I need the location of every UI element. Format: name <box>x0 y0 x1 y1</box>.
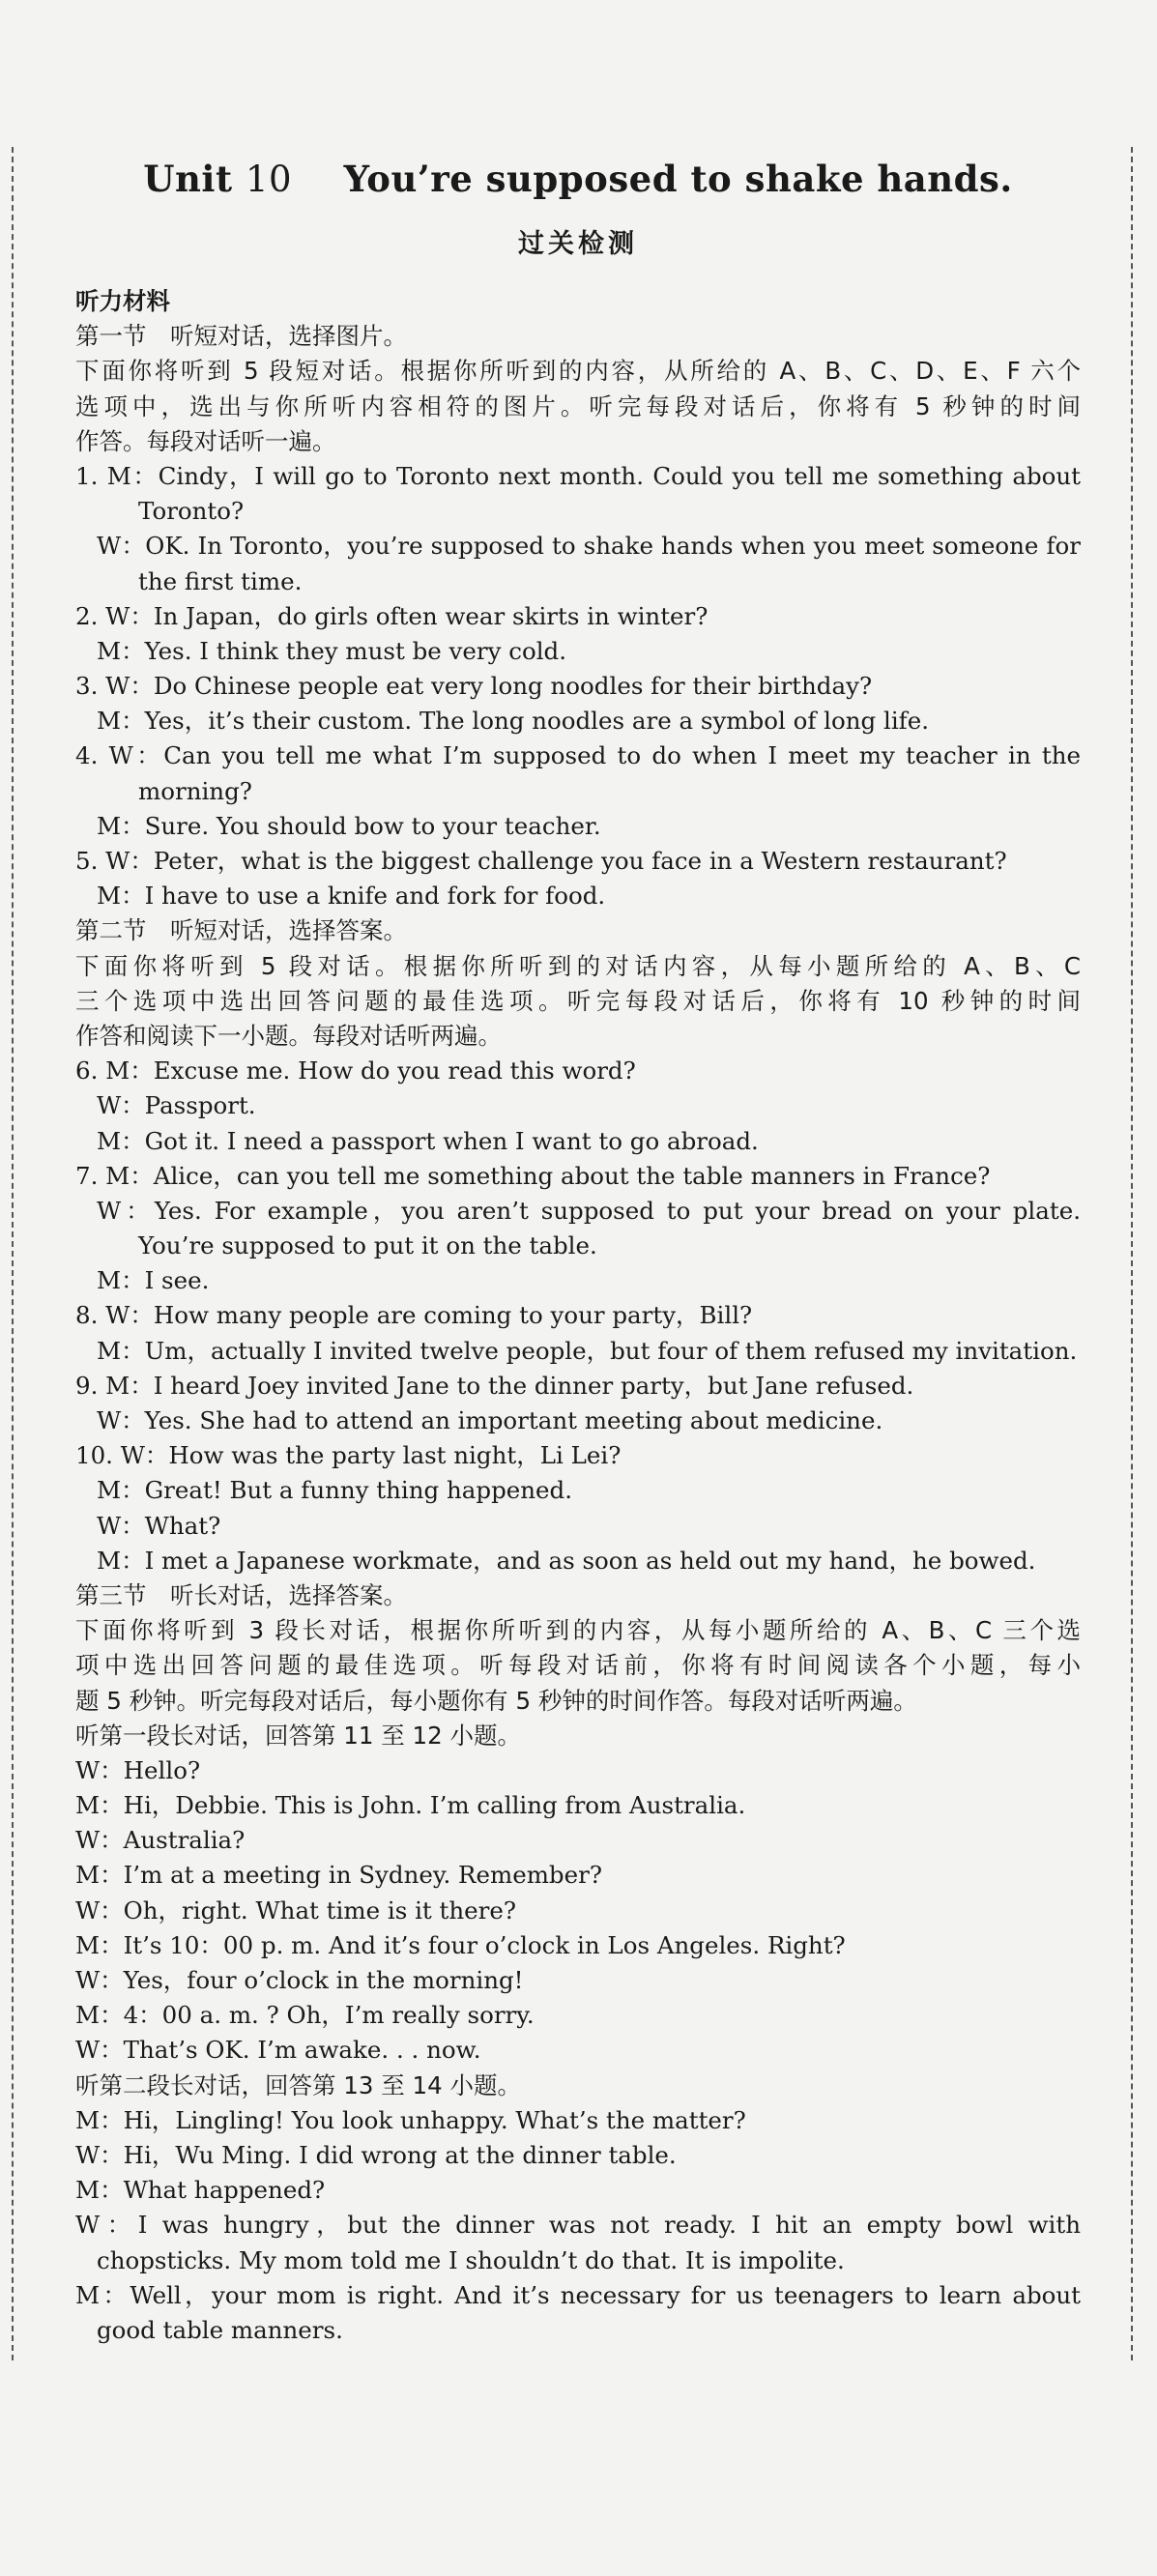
text-line: 下面你将听到 5 段对话。根据你所听到的对话内容，从每小题所给的 A、B、C <box>75 951 1081 980</box>
text-line: good table manners. <box>97 2315 343 2344</box>
text-line: 听第二段长对话，回答第 13 至 14 小题。 <box>75 2070 522 2099</box>
text-line: W：Oh，right. What time is it there? <box>75 1896 517 1925</box>
text-line: 8. W：How many people are coming to your party，Bill? <box>75 1301 753 1330</box>
text-line: 项中选出回答问题的最佳选项。听每段对话前，你将有时间阅读各个小题，每小 <box>75 1651 1081 1680</box>
text-line: M：Yes，it’s their custom. The long noodles are a symbol of long life. <box>97 707 930 736</box>
text-line: M：Great! But a funny thing happened. <box>97 1476 573 1505</box>
text-line: M：I see. <box>97 1266 210 1295</box>
text-line: 题 5 秒钟。听完每段对话后，每小题你有 5 秒钟的时间作答。每段对话听两遍。 <box>75 1686 917 1715</box>
text-line: M：It’s 10：00 p. m. And it’s four o’clock in Los Angeles. Right? <box>75 1930 846 1959</box>
text-line: 6. M：Excuse me. How do you read this word? <box>75 1056 636 1085</box>
text-line: morning? <box>138 776 252 805</box>
text-line: 10. W：How was the party last night，Li Lei? <box>75 1441 622 1470</box>
text-line: M：Got it. I need a passport when I want to go abroad. <box>97 1126 759 1155</box>
text-line: 作答和阅读下一小题。每段对话听两遍。 <box>75 1021 502 1050</box>
text-line: chopsticks. My mom told me I shouldn’t do that. It is impolite. <box>97 2245 845 2274</box>
text-line: M：4：00 a. m. ? Oh，I’m really sorry. <box>75 2001 535 2030</box>
text-line: W：What? <box>97 1511 221 1540</box>
text-line: W：Yes. For example，you aren’t supposed to put your bread on your plate. <box>97 1196 1081 1225</box>
unit-title-text: You’re supposed to shake hands. <box>343 158 1013 200</box>
text-line: 第二节 听短对话，选择答案。 <box>75 916 407 945</box>
text-line: W：Hello? <box>75 1755 201 1784</box>
text-line: 9. M：I heard Joey invited Jane to the dinner party，but Jane refused. <box>75 1371 914 1400</box>
unit-title <box>75 145 1081 213</box>
transcript-lines <box>75 319 1081 2348</box>
text-line: the first time. <box>138 566 303 595</box>
document-page <box>75 145 1081 2348</box>
text-line: W：Hi，Wu Ming. I did wrong at the dinner table. <box>75 2140 677 2169</box>
text-line: 2. W：In Japan，do girls often wear skirts in winter? <box>75 601 709 630</box>
text-line: W：OK. In Toronto，you’re supposed to shake hands when you meet someone for <box>97 532 1081 561</box>
unit-label: Unit <box>143 158 233 200</box>
text-line: 下面你将听到 3 段长对话，根据你所听到的内容，从每小题所给的 A、B、C 三个选 <box>75 1616 1081 1645</box>
right-cut-line <box>1131 147 1133 2360</box>
text-line: 5. W：Peter，what is the biggest challenge you face in a Western restaurant? <box>75 847 1007 875</box>
text-line: W：Yes，four o’clock in the morning! <box>75 1966 524 1994</box>
text-line: 4. W：Can you tell me what I’m supposed to do when I meet my teacher in the <box>75 741 1081 770</box>
listening-heading: 听力材料 <box>75 287 170 315</box>
listening-material <box>75 284 1081 2348</box>
text-line: W：Australia? <box>75 1826 246 1855</box>
text-line: M：Hi，Debbie. This is John. I’m calling from Australia. <box>75 1791 746 1820</box>
text-line: M：I’m at a meeting in Sydney. Remember? <box>75 1861 602 1890</box>
unit-number: 10 <box>245 159 293 200</box>
text-line: 第一节 听短对话，选择图片。 <box>75 322 407 351</box>
left-cut-line <box>12 147 14 2360</box>
text-line: W：I was hungry，but the dinner was not ready. I hit an empty bowl with <box>75 2211 1081 2240</box>
text-line: M：Hi，Lingling! You look unhappy. What’s the matter? <box>75 2105 746 2134</box>
text-line: 三个选项中选出回答问题的最佳选项。听完每段对话后，你将有 10 秒钟的时间 <box>75 986 1081 1015</box>
text-line: 第三节 听长对话，选择答案。 <box>75 1580 407 1609</box>
text-line: W：Yes. She had to attend an important meeting about medicine. <box>97 1406 883 1434</box>
text-line: M：Yes. I think they must be very cold. <box>97 636 567 665</box>
text-line: M：Sure. You should bow to your teacher. <box>97 811 601 840</box>
text-line: 7. M：Alice，can you tell me something about the table manners in France? <box>75 1161 991 1190</box>
text-line: You’re supposed to put it on the table. <box>138 1231 597 1260</box>
text-line: W：Passport. <box>97 1091 256 1120</box>
text-line: 听第一段长对话，回答第 11 至 12 小题。 <box>75 1721 522 1750</box>
text-line: M：Um，actually I invited twelve people，but four of them refused my invitation. <box>97 1336 1078 1365</box>
text-line: 1. M：Cindy，I will go to Toronto next month. Could you tell me something about <box>75 461 1081 490</box>
text-line: M：Well，your mom is right. And it’s necessary for us teenagers to learn about <box>75 2280 1081 2309</box>
text-line: W：That’s OK. I’m awake. . . now. <box>75 2036 481 2065</box>
text-line: M：What happened? <box>75 2176 326 2205</box>
text-line: M：I have to use a knife and fork for food. <box>97 882 606 911</box>
text-line: Toronto? <box>138 497 245 526</box>
text-line: 3. W：Do Chinese people eat very long noodles for their birthday? <box>75 672 873 701</box>
section-subtitle: 过关检测 <box>518 229 638 259</box>
text-line: 作答。每段对话听一遍。 <box>75 426 336 455</box>
text-line: 下面你将听到 5 段短对话。根据你所听到的内容，从所给的 A、B、C、D、E、F 六个 <box>75 357 1081 386</box>
text-line: M：I met a Japanese workmate，and as soon as held out my hand，he bowed. <box>97 1546 1036 1575</box>
text-line: 选项中，选出与你所听内容相符的图片。听完每段对话后，你将有 5 秒钟的时间 <box>75 391 1081 420</box>
